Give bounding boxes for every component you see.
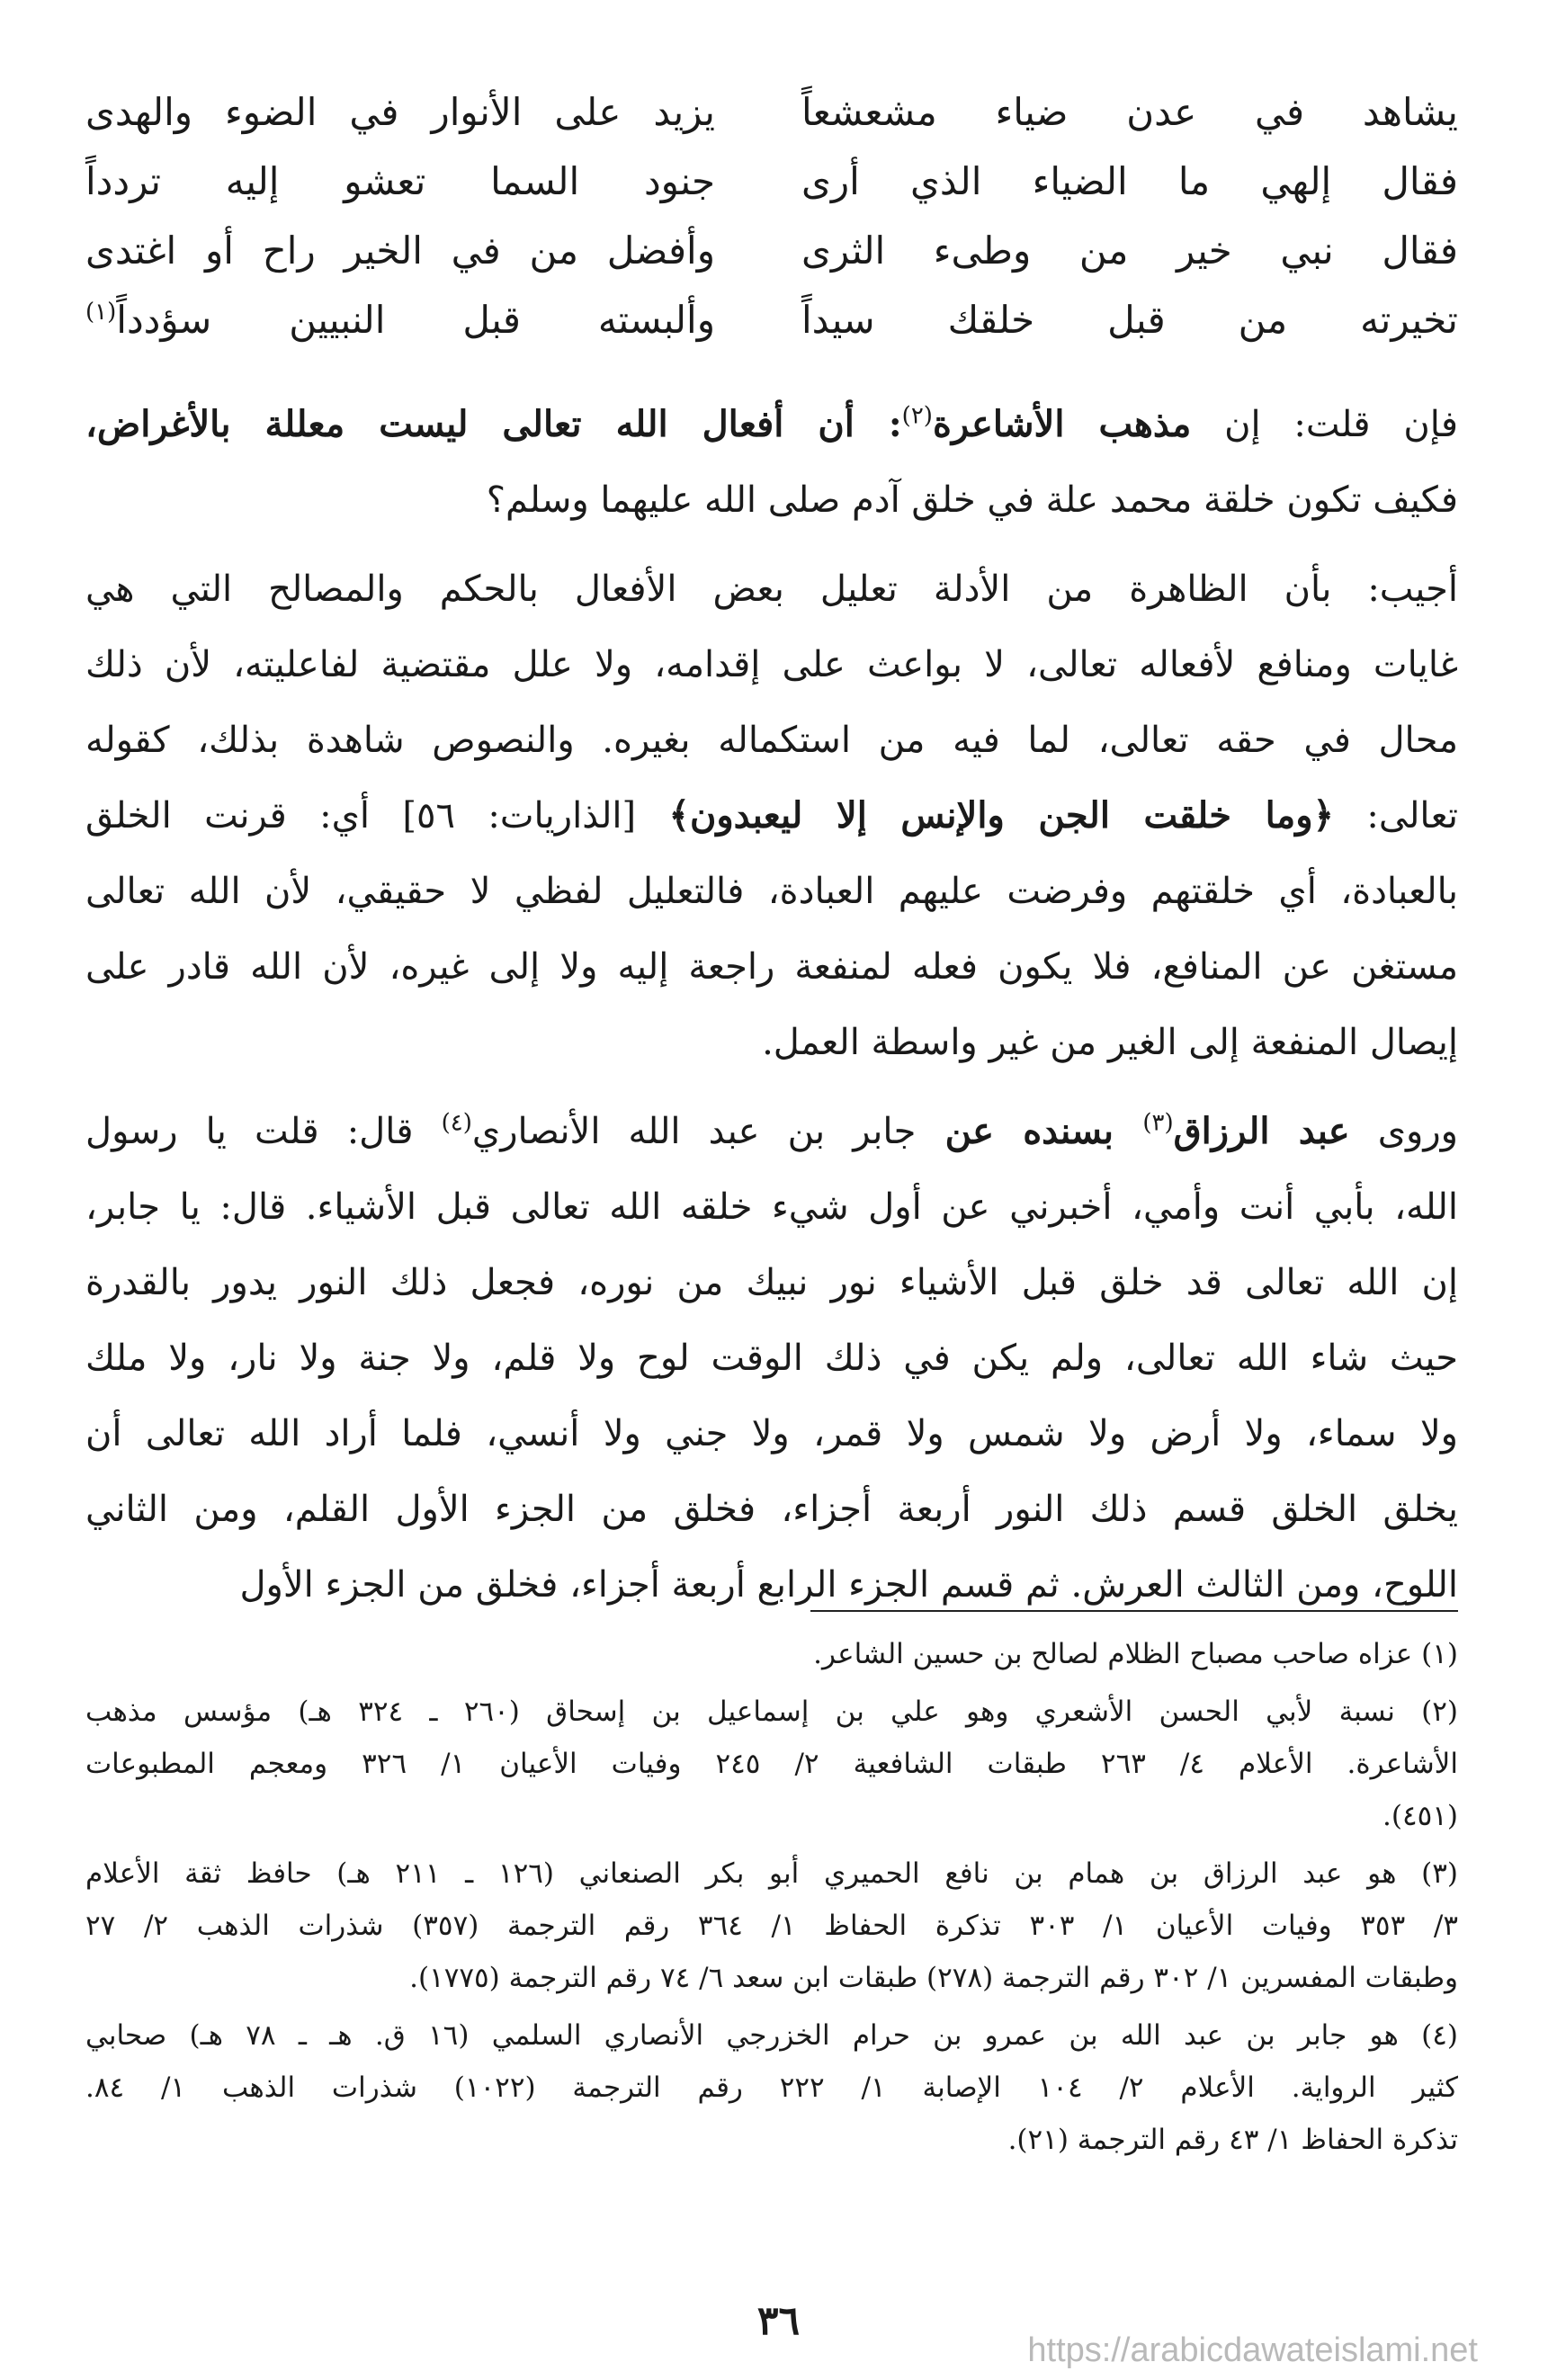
- poem-block: [85, 77, 1458, 354]
- text-line: بالعبادة، أي خلقتهم وفرضت عليهم العبادة، فالتعليل لفظي لا حقيقي، لأن الله تعالى: [85, 871, 1458, 912]
- footnote-line: (٤) هو جابر بن عبد الله بن عمرو بن حرام الخزرجي الأنصاري السلمي (١٦ ق. هـ ـ ٧٨ هـ) صحابي: [85, 2019, 1458, 2052]
- footnote-line: (٣) هو عبد الرزاق بن همام بن نافع الحميري أبو بكر الصنعاني (١٢٦ ـ ٢١١ هـ) حافظ ثقة الأعلام: [85, 1857, 1458, 1890]
- poem-verse: [85, 285, 1458, 354]
- page-number: ٣٦: [756, 2298, 801, 2344]
- hemistich-text: يزيد على الأنوار في الضوء والهدى: [85, 90, 715, 134]
- watermark: https://arabicdawateislami.net: [1027, 2331, 1478, 2369]
- text-line: الله، بأبي أنت وأمي، أخبرني عن أول شيء خلقه الله تعالى قبل الأشياء. قال: يا جابر،: [85, 1186, 1458, 1228]
- main-text: [85, 387, 1458, 1636]
- text-run: وروى: [1349, 1111, 1458, 1152]
- footnote-marker: (٣): [1142, 1109, 1174, 1137]
- paragraph-narration: [85, 1094, 1458, 1623]
- text-run: فإن قلت: إن: [1191, 404, 1458, 445]
- emphasized-text: مذهب الأشاعرة: [932, 403, 1192, 445]
- footnote-marker: (٤): [441, 1109, 472, 1137]
- text-line: حيث شاء الله تعالى، ولم يكن في ذلك الوقت لوح ولا قلم، ولا جنة ولا نار، ولا ملك: [85, 1338, 1458, 1379]
- verse-first-hemistich: فقال إلهي ما الضياء الذي أرى: [801, 159, 1458, 203]
- hemistich-text: وأفضل من في الخير راح أو اغتدى: [85, 228, 715, 273]
- text-run: [الذاريات: ٥٦] أي: قرنت الخلق: [85, 795, 669, 837]
- verse-first-hemistich: يشاهد في عدن ضياء مشعشعاً: [801, 90, 1458, 134]
- verse-second-hemistich: [85, 90, 715, 134]
- poem-verse: [85, 216, 1458, 285]
- verse-first-hemistich: فقال نبي خير من وطىء الثرى: [801, 228, 1458, 273]
- footnote-line: وطبقات المفسرين ١/ ٣٠٢ رقم الترجمة (٢٧٨) طبقات ابن سعد ٦/ ٧٤ رقم الترجمة (١٧٧٥).: [409, 1962, 1458, 1994]
- footnote: [85, 2009, 1458, 2166]
- footnote: [85, 1686, 1458, 1842]
- text-line: غايات ومنافع لأفعاله تعالى، لا بواعث على إقدامه، ولا علل مقتضية لفاعليته، لأن ذلك: [85, 644, 1458, 685]
- emphasized-text: ﴿وما خلقت الجن والإنس إلا ليعبدون﴾: [668, 794, 1334, 837]
- footnote-line: تذكرة الحفاظ ١/ ٤٣ رقم الترجمة (٢١).: [1007, 2124, 1458, 2156]
- footnote-line: (٤٥١).: [1382, 1800, 1458, 1832]
- footnote-line: الأشاعرة. الأعلام ٤/ ٢٦٣ طبقات الشافعية ٢/ ٢٤٥ وفيات الأعيان ١/ ٣٢٦ ومعجم المطبوعات: [85, 1748, 1458, 1780]
- verse-second-hemistich: [85, 159, 715, 203]
- text-line: فكيف تكون خلقة محمد علة في خلق آدم صلى الله عليهما وسلم؟: [486, 479, 1458, 521]
- paragraph-answer: [85, 551, 1458, 1080]
- text-line: ولا سماء، ولا أرض ولا شمس ولا قمر، ولا جني ولا أنسي، فلما أراد الله تعالى أن: [85, 1413, 1458, 1454]
- paragraph-question: [85, 387, 1458, 538]
- text-line: [85, 778, 1458, 854]
- emphasized-text: : أن أفعال الله تعالى ليست معللة بالأغراض،: [85, 403, 902, 445]
- text-run: جابر بن عبد الله الأنصاري: [471, 1111, 917, 1152]
- text-line: إيصال المنفعة إلى الغير من غير واسطة العمل.: [762, 1022, 1458, 1063]
- footnote-line: ٣/ ٣٥٣ وفيات الأعيان ١/ ٣٠٣ تذكرة الحفاظ ١/ ٣٦٤ رقم الترجمة (٣٥٧) شذرات الذهب ٢/ ٢٧: [85, 1910, 1458, 1942]
- text-run: تعالى:: [1333, 795, 1458, 837]
- emphasized-text: بسنده عن: [916, 1110, 1143, 1152]
- footnote-line: (١) عزاه صاحب مصباح الظلام لصالح بن حسين الشاعر.: [813, 1638, 1458, 1670]
- footnote: [85, 1848, 1458, 2004]
- text-line: يخلق الخلق قسم ذلك النور أربعة أجزاء، فخلق من الجزء الأول القلم، ومن الثاني: [85, 1489, 1458, 1530]
- verse-first-hemistich: تخيرته من قبل خلقك سيداً: [801, 298, 1458, 342]
- text-line: [85, 1094, 1458, 1169]
- text-line: اللوح، ومن الثالث العرش. ثم قسم الجزء الرابع أربعة أجزاء، فخلق من الجزء الأول: [239, 1564, 1458, 1606]
- text-run: قال: قلت يا رسول: [85, 1111, 442, 1152]
- footnotes: [85, 1628, 1458, 2171]
- footnote-marker: (١): [85, 299, 117, 326]
- footnote-line: كثير الرواية. الأعلام ٢/ ١٠٤ الإصابة ١/ ٢٢٢ رقم الترجمة (١٠٢٢) شذرات الذهب ١/ ٨٤.: [85, 2071, 1458, 2104]
- poem-verse: [85, 77, 1458, 147]
- verse-second-hemistich: [85, 298, 715, 342]
- emphasized-text: عبد الرزاق: [1173, 1110, 1350, 1152]
- poem-verse: [85, 147, 1458, 216]
- footnote-line: (٢) نسبة لأبي الحسن الأشعري وهو علي بن إسماعيل بن إسحاق (٢٦٠ ـ ٣٢٤ هـ) مؤسس مذهب: [85, 1696, 1458, 1728]
- footnote: [85, 1628, 1458, 1680]
- text-line: مستغن عن المنافع، فلا يكون فعله لمنفعة راجعة إليه ولا إلى غيره، لأن الله قادر على: [85, 946, 1458, 988]
- hemistich-text: وألبسته قبل النبيين سؤدداً: [116, 298, 715, 342]
- text-line: محال في حقه تعالى، لما فيه من استكماله بغيره. والنصوص شاهدة بذلك، كقوله: [85, 720, 1458, 761]
- hemistich-text: جنود السما تعشو إليه تردداً: [85, 159, 715, 203]
- text-line: أجيب: بأن الظاهرة من الأدلة تعليل بعض الأفعال بالحكم والمصالح التي هي: [85, 568, 1458, 610]
- text-line: [85, 387, 1458, 462]
- text-line: إن الله تعالى قد خلق قبل الأشياء نور نبيك من نوره، فجعل ذلك النور يدور بالقدرة: [85, 1262, 1458, 1303]
- footnote-separator: [810, 1610, 1458, 1612]
- verse-second-hemistich: [85, 228, 715, 273]
- footnote-marker: (٢): [901, 402, 933, 430]
